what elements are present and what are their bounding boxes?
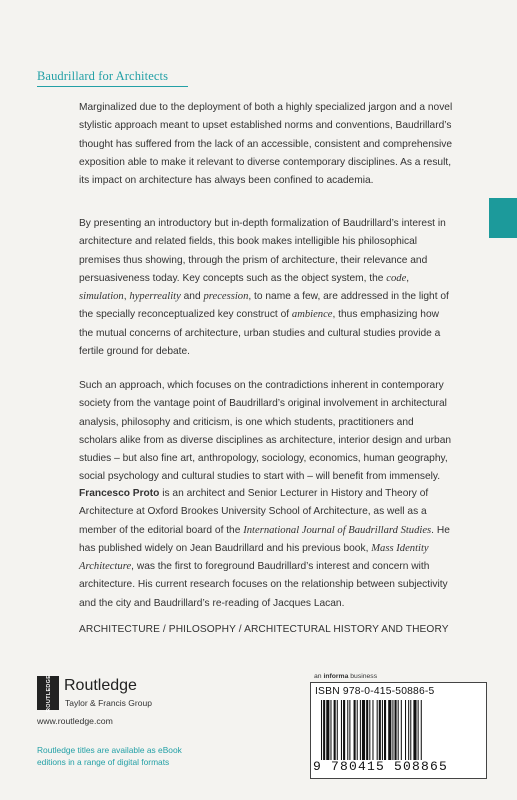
publisher-name: Routledge [64, 677, 137, 694]
barcode-bar [408, 700, 409, 760]
title-underline [37, 86, 188, 87]
publisher-url: www.routledge.com [37, 716, 113, 726]
p2-text: , [123, 291, 130, 303]
p2-text: , [406, 272, 410, 284]
bio-text: . He has published widely on Jean Baudrillard and his previous book, [79, 524, 450, 554]
book-title: Baudrillard for Architects [37, 69, 169, 83]
subject-categories: ARCHITECTURE / PHILOSOPHY / ARCHITECTURAL HISTORY AND THEORY [79, 624, 449, 635]
barcode-bar [382, 700, 383, 760]
informa-bold: informa [323, 673, 349, 680]
ebook-note: Routledge titles are available as eBook editions in a range of digital formats [37, 745, 182, 767]
barcode-bar [377, 700, 378, 760]
barcode-bar [347, 700, 348, 760]
barcode-bar [401, 700, 402, 760]
barcode-bar [362, 700, 365, 760]
barcode-bar [326, 700, 329, 760]
barcode-bar [360, 700, 361, 760]
barcode-bar [384, 700, 386, 760]
p2-text: , thus emphasizing how the mutual concerns of architecture, urban studies and cultural studies provide a fertile ground for debate. [79, 309, 441, 358]
barcode-bar [343, 700, 345, 760]
barcode-bar [321, 700, 322, 760]
p2-text: and [180, 291, 204, 303]
p2-text: By presenting an introductory but in-depth formalization of Baudrillard’s interest in architecture and related fields, this book makes intelligible his philosophical premises thus showing, through the prism of architecture, their relevance and persuasiveness today. Key concepts such as the object system, the [79, 218, 446, 284]
barcode-bar [379, 700, 381, 760]
barcode-bar [410, 700, 411, 760]
barcode-bars [321, 700, 475, 760]
blurb-paragraph-3: Such an approach, which focuses on the contradictions inherent in contemporary society from the vantage point of Baudrillard’s original involvement in architectural analysis, philosophy and criticism, is one which students, practitioners and scholars alike from as diverse disciplines as architecture, interior design and urban studies – but also fine art, anthropology, sociology, economics, human geography, social psychology and cultural studies to start with – will benefit from immensely. [79, 380, 452, 483]
barcode-bar [392, 700, 393, 760]
p2-text: , to name a few, are addressed in the light of the specially reconceptualized key construct of [79, 291, 449, 321]
barcode-bar [369, 700, 370, 760]
barcode-bar [366, 700, 368, 760]
bio-text: is an architect and Senior Lecturer in History and Theory of Architecture at Oxford Brookes University School of Architecture, as well as a member of the editorial board of the [79, 488, 429, 536]
barcode-bar [334, 700, 336, 760]
barcode-bar [372, 700, 373, 760]
barcode-digits: 9 780415 508865 [313, 759, 449, 774]
informa-post: business [348, 673, 378, 680]
barcode-bar [341, 700, 342, 760]
routledge-mark-icon [37, 676, 59, 710]
barcode-bar [413, 700, 416, 760]
logo-mark-lettering: ROUTLEDGE [46, 674, 52, 712]
term-simulation: simulation [79, 291, 124, 303]
barcode-bar [418, 700, 419, 760]
barcode-bar [354, 700, 356, 760]
blurb-paragraph-2 [79, 215, 454, 361]
author-name: Francesco Proto [79, 488, 160, 499]
journal-title: International Journal of Baudrillard Studies [243, 524, 432, 536]
isbn-label: ISBN 978-0-415-50886-5 [315, 686, 435, 697]
blurb-paragraph-1: Marginalized due to the deployment of both a highly specialized jargon and a novel stylistic approach meant to upset established norms and conventions, Baudrillard’s thought has suffered from the lack of an accessible, consistent and comprehensive exposition able to make it relevant to diverse contemporary disciplines. As a result, its impact on architecture has always been confined to academia. [79, 102, 453, 187]
author-bio [79, 485, 454, 613]
barcode-bar [337, 700, 338, 760]
barcode-bar [323, 700, 325, 760]
isbn-barcode [310, 682, 487, 779]
bio-text: , was the first to foreground Baudrillard’s interest and concern with architecture. His current research focuses on the relationship between subjectivity and the city and Baudrillard’s re-reading of Jacques Lacan. [79, 561, 448, 609]
informa-business-line [314, 673, 377, 680]
informa-pre: an [314, 673, 324, 680]
barcode-bar [349, 700, 350, 760]
previous-book-title: Mass Identity Architecture [79, 542, 429, 573]
barcode-bar [405, 700, 406, 760]
barcode-bar [388, 700, 391, 760]
term-hyperreality: hyperreality [129, 291, 181, 303]
barcode-bar [398, 700, 399, 760]
barcode-bar [357, 700, 358, 760]
barcode-bar [421, 700, 422, 760]
publisher-group: Taylor & Francis Group [65, 698, 152, 708]
barcode-bar [330, 700, 331, 760]
publisher-logo [37, 676, 187, 712]
barcode-bar [395, 700, 397, 760]
term-precession: precession [203, 291, 249, 303]
term-ambience: ambience [291, 309, 333, 321]
term-code: code [386, 272, 407, 284]
edge-color-tab [489, 198, 517, 238]
